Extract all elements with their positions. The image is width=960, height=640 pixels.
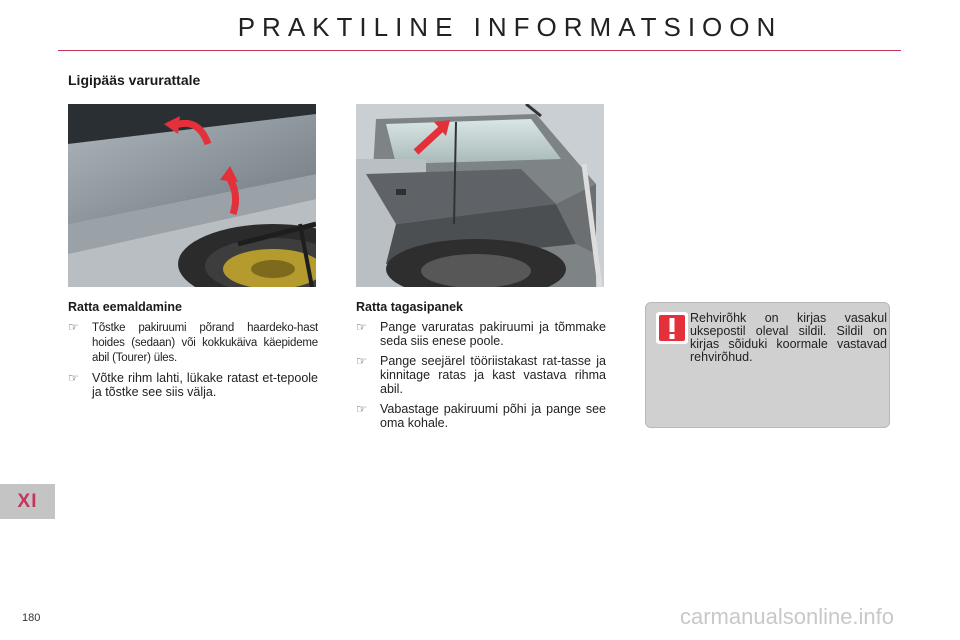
wheel-removal-heading: Ratta eemaldamine	[68, 300, 182, 314]
step-text: Tõstke pakiruumi põrand haardeko-hast hoides (sedaan) või kokkukäiva käepideme abil (Tourer) üles.	[92, 322, 318, 364]
pointing-hand-icon: ☞	[68, 371, 79, 385]
page-title: PRAKTILINE INFORMATSIOON	[237, 12, 783, 42]
step-text: Pange seejärel tööriistakast rat-tasse ja kinnitage ratas ja kast vastava rihma abil.	[380, 354, 606, 396]
step-text: Vabastage pakiruumi põhi ja pange see oma kohale.	[380, 402, 606, 430]
title-divider	[58, 50, 901, 51]
wheel-refit-heading: Ratta tagasipanek	[356, 300, 463, 314]
wheel-removal-steps	[68, 320, 318, 399]
spare-wheel-removal-illustration	[68, 104, 316, 287]
step-text: Pange varuratas pakiruumi ja tõmmake seda siis enese poole.	[380, 320, 606, 348]
list-item	[68, 320, 318, 365]
list-item	[356, 402, 606, 430]
page-number: 180	[22, 612, 41, 624]
tyre-pressure-warning-box	[645, 302, 890, 428]
list-item	[356, 354, 606, 396]
spare-wheel-refit-illustration	[356, 104, 604, 287]
pointing-hand-icon: ☞	[356, 354, 367, 368]
chapter-tab: XI	[0, 484, 55, 519]
wheel-removal-section	[68, 300, 318, 405]
step-text: Võtke rihm lahti, lükake ratast et-tepoole ja tõstke see siis välja.	[92, 371, 318, 399]
wheel-refit-steps	[356, 320, 606, 430]
exclamation-warning-icon	[655, 311, 689, 345]
warning-text: Rehvirõhk on kirjas vasakul uksepostil oleval sildil. Sildil on kirjas sõiduki koormale vastavad rehvirõhud.	[690, 311, 887, 364]
pointing-hand-icon: ☞	[356, 320, 367, 334]
list-item	[68, 371, 318, 399]
pointing-hand-icon: ☞	[356, 402, 367, 416]
wheel-refit-section	[356, 300, 606, 436]
watermark: carmanualsonline.info	[680, 604, 895, 629]
section-heading: Ligipääs varurattale	[68, 72, 201, 88]
list-item	[356, 320, 606, 348]
pointing-hand-icon: ☞	[68, 320, 79, 334]
